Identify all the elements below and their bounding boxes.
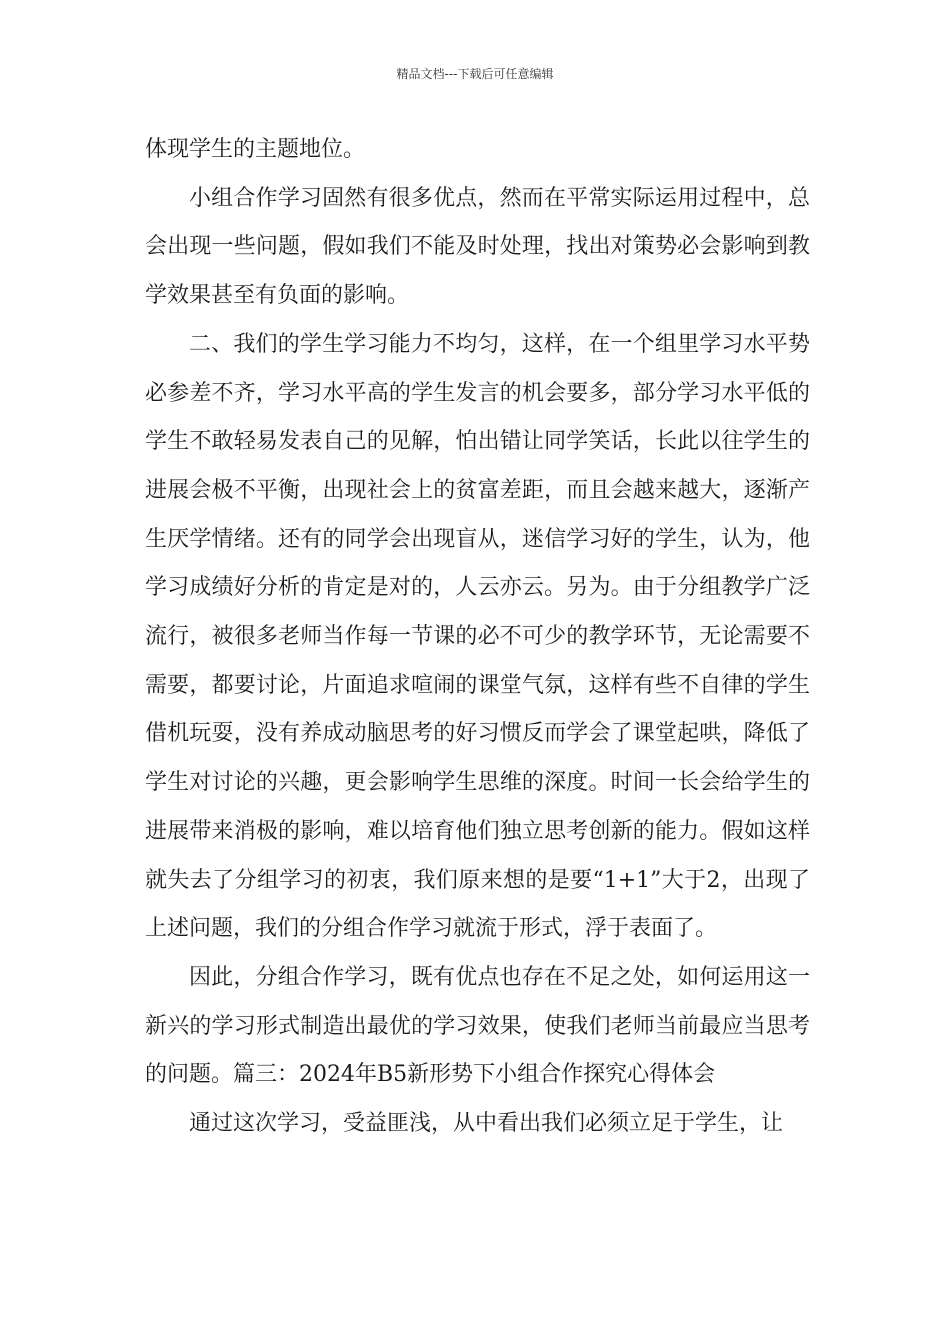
document-body — [145, 126, 810, 1149]
paragraph-point-two: 二、我们的学生学习能力不均匀，这样，在一个组里学习水平势必参差不齐，学习水平高的学生发言的机会要多，部分学习水平低的学生不敢轻易发表自己的见解，怕出错让同学笑话，长此以往学生的进展会极不平衡，出现社会上的贫富差距，而且会越来越大，逐渐产生厌学情绪。还有的同学会出现盲从，迷信学习好的学生，认为，他学习成绩好分析的肯定是对的，人云亦云。另为。由于分组教学广泛流行，被很多老师当作每一节课的必不可少的教学环节，无论需要不需要，都要讨论，片面追求喧闹的课堂气氛，这样有些不自律的学生借机玩耍，没有养成动脑思考的好习惯反而学会了课堂起哄，降低了学生对讨论的兴趣，更会影响学生思维的深度。时间一长会给学生的进展带来消极的影响，难以培育他们独立思考创新的能力。假如这样就失去了分组学习的初衷，我们原来想的是要“1+1”大于2，出现了上述问题，我们的分组合作学习就流于形式，浮于表面了。 — [145, 331, 810, 942]
paragraph-advantages-problems: 小组合作学习固然有很多优点，然而在平常实际运用过程中，总会出现一些问题，假如我们不能及时处理，找出对策势必会影响到教学效果甚至有负面的影响。 — [145, 185, 810, 309]
paragraph-conclusion: 因此，分组合作学习，既有优点也存在不足之处，如何运用这一新兴的学习形式制造出最优的学习效果，使我们老师当前最应当思考的问题。篇三：2024年B5新形势下小组合作探究心得体会 — [145, 964, 810, 1088]
paragraph-continuation: 体现学生的主题地位。 — [145, 137, 366, 162]
paragraph-part-three-start: 通过这次学习，受益匪浅，从中看出我们必须立足于学生，让 — [189, 1111, 784, 1137]
page-header: 精品文档---下载后可任意编辑 — [396, 67, 554, 81]
